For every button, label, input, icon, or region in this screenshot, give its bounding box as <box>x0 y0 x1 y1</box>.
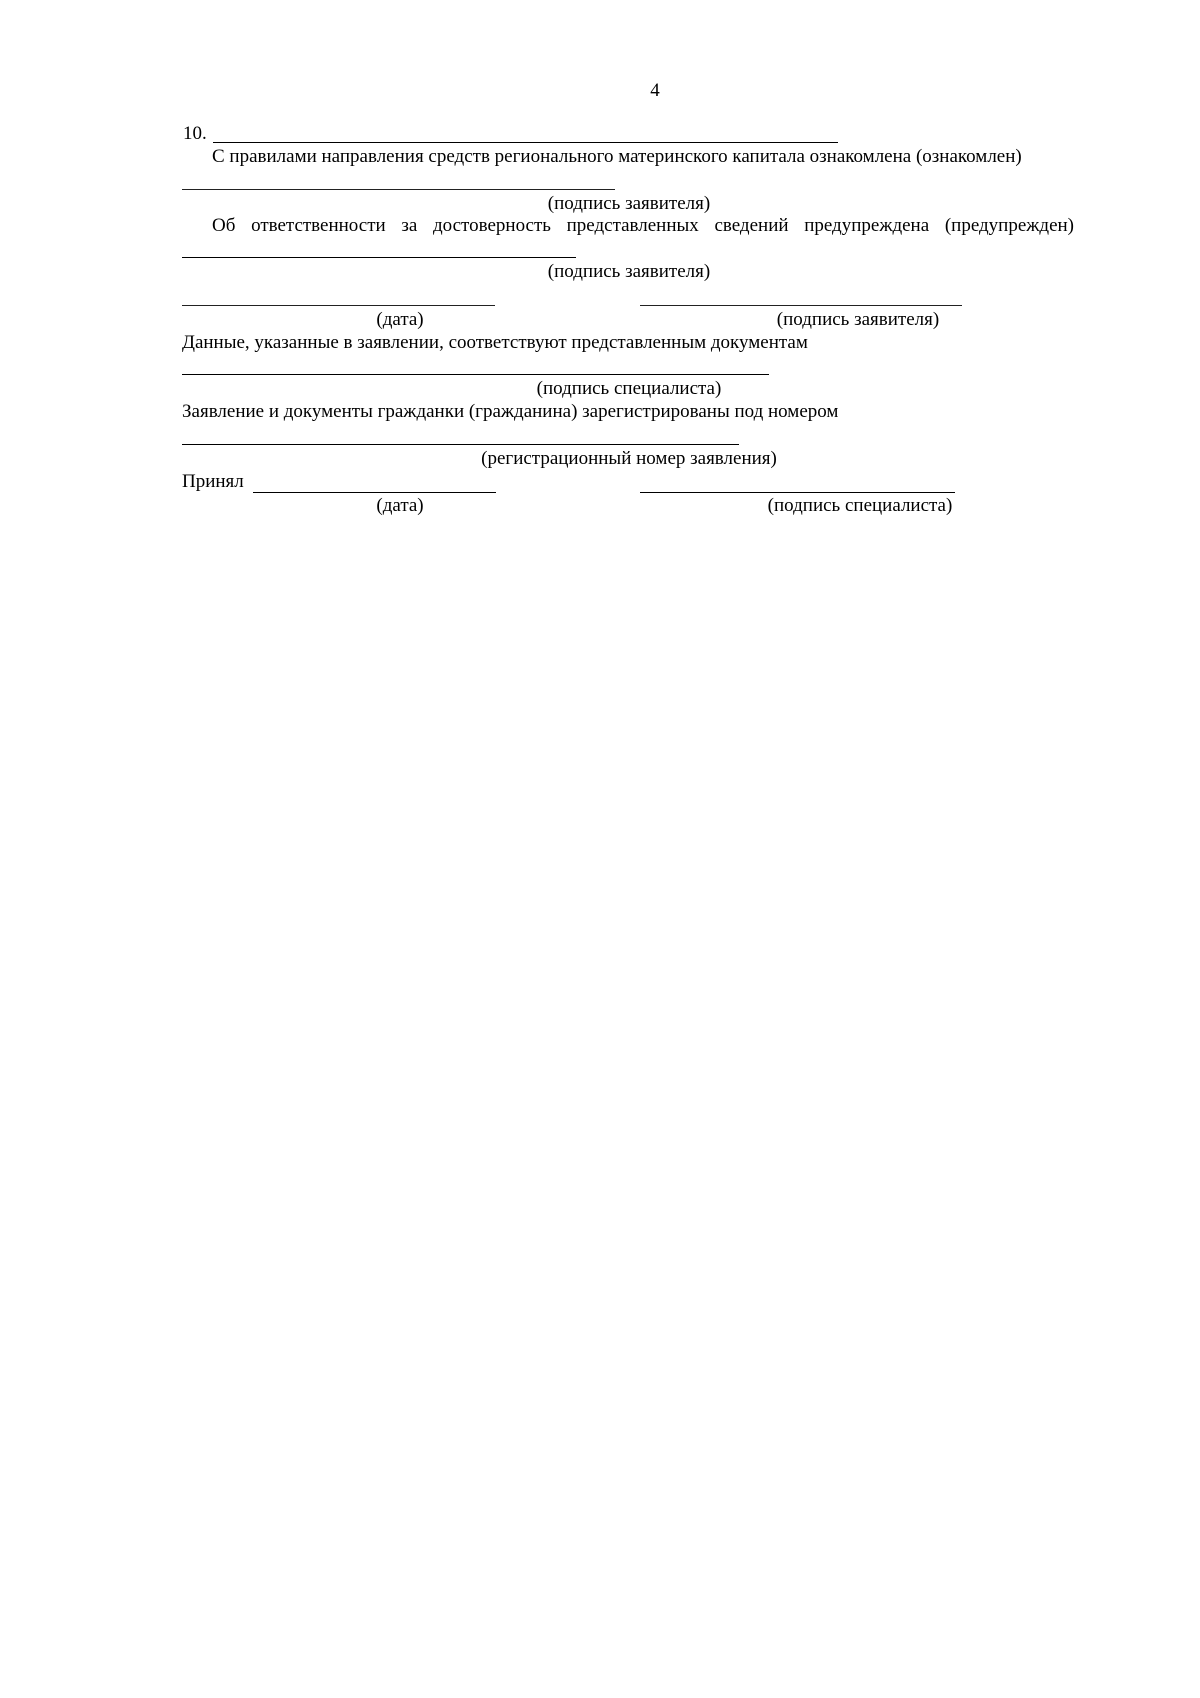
accepted-date-line[interactable] <box>253 492 496 493</box>
rules-ack-text: С правилами направления средств регионального материнского капитала ознакомлена (ознакомлен) <box>212 146 1022 167</box>
responsibility-ack-signature-line[interactable] <box>182 257 576 258</box>
data-match-text: Данные, указанные в заявлении, соответствуют представленным документам <box>182 332 808 353</box>
page-number: 4 <box>650 80 660 101</box>
rules-ack-caption: (подпись заявителя) <box>547 193 711 214</box>
rules-ack-signature-line[interactable] <box>182 189 615 190</box>
applicant-signature-line[interactable] <box>640 305 962 306</box>
applicant-date-line[interactable] <box>182 305 495 306</box>
registration-text: Заявление и документы гражданки (гражданина) зарегистрированы под номером <box>182 401 839 422</box>
item10-input-line[interactable] <box>213 142 838 143</box>
specialist-signature-caption: (подпись специалиста) <box>767 495 953 516</box>
data-match-caption: (подпись специалиста) <box>536 378 722 399</box>
accepted-date-caption: (дата) <box>376 495 424 516</box>
accepted-label: Принял <box>182 471 244 492</box>
registration-caption: (регистрационный номер заявления) <box>481 448 777 469</box>
data-match-signature-line[interactable] <box>182 374 769 375</box>
applicant-signature-caption: (подпись заявителя) <box>776 309 940 330</box>
applicant-date-caption: (дата) <box>376 309 424 330</box>
specialist-signature-line[interactable] <box>640 492 955 493</box>
registration-number-line[interactable] <box>182 444 739 445</box>
item-number: 10. <box>183 123 207 144</box>
responsibility-ack-caption: (подпись заявителя) <box>547 261 711 282</box>
responsibility-ack-text: Об ответственности за достоверность представленных сведений предупреждена (предупрежден) <box>212 215 1074 236</box>
